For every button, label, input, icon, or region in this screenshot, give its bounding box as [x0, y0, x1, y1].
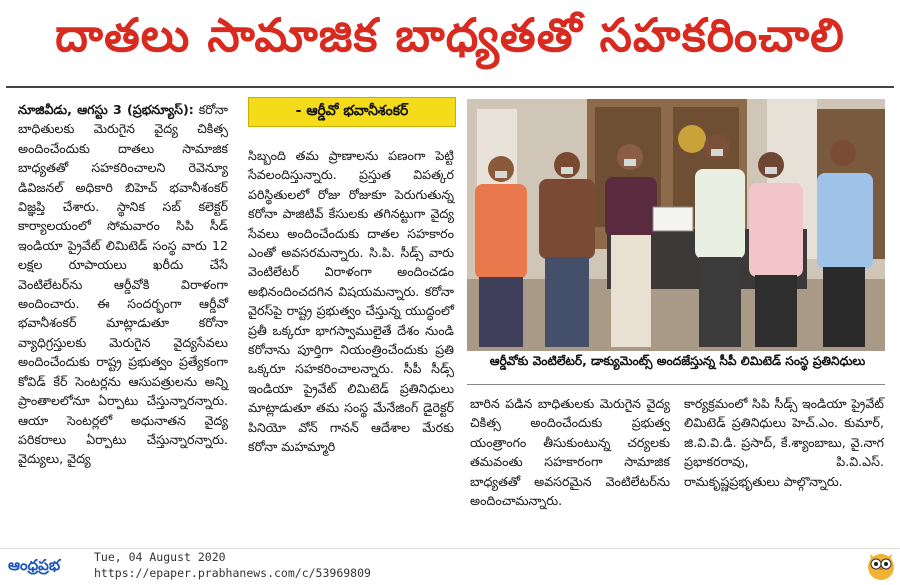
column-3-text: బారిన పడిన బాధితులకు మెరుగైన వైద్య చికిత్స అందించేందుకు ప్రభుత్వ యంత్రాంగం తీసుకుంటున్న చర్యలకు తమవంతు సహకారంగా సామాజిక బాధ్యతతో అవసరమైన వెంటిలేటర్‌ను అందించామన్నారు.	[470, 396, 670, 509]
column-2-text: సిబ్బంది తమ ప్రాణాలను పణంగా పెట్టి సేవలందిస్తున్నారు. ప్రస్తుత విపత్కర పరిస్థితులలో రోజు రోజుకూ పెరుగుతున్న కరోనా పాజిటివ్ కేసులకు తగినట్టుగా వైద్య సేవలు అందించేందుకు దాతల సహకారం ఎంతో అవసరమన్నారు. సి.పి. సీడ్స్ వారు వెంటిలేటర్ విరాళంగా అందించడం అభినందించదగిన విషయమన్నారు. కరోనా వైరస్‌పై రాష్ట్ర ప్రభుత్వం చేస్తున్న యుద్ధంలో ప్రతీ ఒక్కరూ భాగస్వాములైతే దేశం నుండి కరోనాను పూర్తిగా నియంత్రించేందుకు ప్రతి ఒక్కరూ సహకరించాలన్నారు. సీపీ సీడ్స్ ఇండియా ప్రైవేట్ లిమిటెడ్ ప్రతినిధులు మాట్లాడుతూ తమ సంస్థ మేనేజింగ్ డైరెక్టర్ పినియో వోన్ గానన్ ఆదేశాల మేరకు కరోనా మహమ్మారి	[248, 148, 454, 455]
byline-box	[248, 97, 456, 127]
publication-date: Tue, 04 August 2020	[94, 550, 226, 564]
article-column-3	[470, 394, 670, 510]
article-column-2	[248, 146, 454, 457]
owl-icon	[866, 549, 896, 581]
column-1-text: కరోనా బాధితులకు మెరుగైన వైద్య చికిత్స అందించేందుకు దాతలు సామాజిక బాధ్యతతో సహకరించాలని రెవెన్యూ డివిజనల్ అధికారి బిహెచ్ భవానీశంకర్ విజ్ఞప్తి చేశారు. స్థానిక సబ్ కలెక్టర్ కార్యాలయంలో సోమవారం సిపి సీడ్ ఇండియా ప్రైవేట్ లిమిటెడ్ సంస్థ వారు 12 లక్షల రూపాయలు ఖరీదు చేసే వెంటిలేటర్‌ను ఆర్డీవోకి విరాళంగా అందించారు. ఈ సందర్భంగా ఆర్డీవో భవానీశంకర్ మాట్లాడుతూ కరోనా వ్యాధిగ్రస్తులకు మెరుగైన వైద్యసేవలు అందించేందుకు రాష్ట్ర ప్రభుత్వం ప్రత్యేకంగా కోవిడ్ కేర్ సెంటర్లను ఆసుపత్రులను అన్ని ప్రాంతాలలోనూ ఏర్పాటు చేస్తున్నారన్నారు. ఆయా సెంటర్లలో అధునాతన వైద్య పరికరాలు ఏర్పాటు చేస్తున్నారన్నారు. వైద్యులు, వైద్య	[18, 102, 228, 467]
column-4-text: కార్యక్రమంలో సిపి సీడ్స్ ఇండియా ప్రైవేట్ లిమిటెడ్ ప్రతినిధులు హెచ్.ఎం. కుమార్, జి.వి.వి.డి. ప్రసాద్, కే.శ్యాంబాబు, వై.నాగ ప్రభాకరరావు, పి.వి.ఎస్. రామకృష్ణప్రభృతులు పాల్గొన్నారు.	[684, 396, 884, 489]
newspaper-logo: ఆంధ్రప్రభ	[8, 556, 61, 574]
photo-caption: ఆర్డీవోకు వెంటిలేటర్, డాక్యుమెంట్స్ అందజేస్తున్న సీపీ లిమిటెడ్ సంస్థ ప్రతినిధులు	[489, 354, 866, 368]
caption-rule	[467, 384, 885, 385]
article-column-1	[18, 100, 228, 469]
article-column-4	[684, 394, 884, 491]
photo-illustration	[467, 99, 885, 351]
headline: దాతలు సామాజిక బాధ్యతతో సహకరించాలి	[55, 8, 845, 62]
dateline: నూజివీడు, ఆగస్టు 3 (ప్రభన్యూస్):	[18, 102, 194, 117]
epaper-url[interactable]: https://epaper.prabhanews.com/c/53969809	[94, 566, 371, 580]
ventilator-handover-photo	[467, 99, 885, 351]
headline-rule	[6, 86, 894, 88]
byline-text: - ఆర్డీవో భవానీశంకర్	[295, 102, 409, 119]
